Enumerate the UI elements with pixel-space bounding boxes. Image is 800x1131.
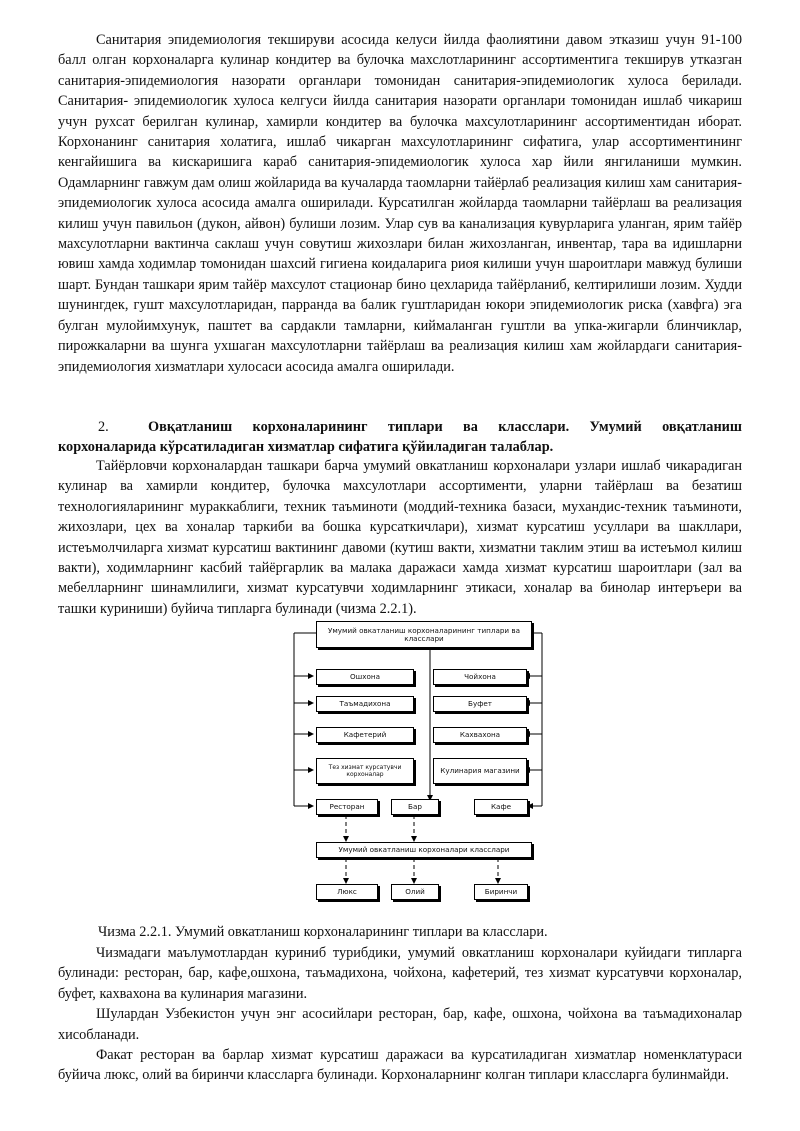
diagram-classes-box: Умумий овкатланиш корхоналари класслари — [316, 842, 532, 858]
section-heading — [58, 417, 742, 458]
diagram-class-lux: Люкс — [316, 884, 378, 900]
diagram-item-kafeteriy: Кафетерий — [316, 727, 414, 743]
diagram-item-cafe: Кафе — [474, 799, 528, 815]
diagram-title-box: Умумий овкатланиш корхоналарининг типлари ва класслари — [316, 621, 532, 648]
paragraph-main-types: Шулардан Узбекистон учун энг асосийлари ресторан, бар, кафе, ошхона, чойхона ва таъмадихоналар хисобланади. — [58, 1006, 742, 1043]
intro-paragraph-block — [58, 30, 742, 377]
diagram-item-oshkhona: Ошхона — [316, 669, 414, 685]
paragraph-type-list: Чизмадаги маълумотлардан куриниб турибдики, умумий овкатланиш корхоналари куйидаги типларга булинади: ресторан, бар, кафе,ошхона, таъмадихона, чойхона, кафетерий, тез хизмат курсатувчи корхоналар, буфет, кахвахона ва кулинария магазини. — [58, 945, 742, 1002]
conclusion-paragraph-block — [58, 943, 742, 1086]
diagram-item-bufet: Буфет — [433, 696, 527, 712]
diagram-item-bar: Бар — [391, 799, 439, 815]
diagram-class-oliy: Олий — [391, 884, 439, 900]
types-classes-diagram — [288, 616, 548, 908]
section-title: Овқатланиш корхоналарининг типлари ва класслари. Умумий овқатланиш корхоналарида кўрсатиладиган хизматлар сифатига қўйиладиган талаблар. — [58, 419, 742, 456]
paragraph-classes: Факат ресторан ва барлар хизмат курсатиш даражаси ва курсатиладиган хизматлар номенклатураси буйича люкс, олий ва биринчи классларга булинади. Корхоналарнинг колган типлари классларга булинмайди. — [58, 1047, 742, 1084]
section-number: 2. — [98, 419, 109, 435]
types-paragraph-block — [58, 456, 742, 619]
figure-caption: Чизма 2.2.1. Умумий овкатланиш корхоналарининг типлари ва класслари. — [98, 924, 548, 940]
diagram-item-culinary-shop: Кулинария магазини — [433, 758, 527, 784]
diagram-item-tamadikhona: Таъмадихона — [316, 696, 414, 712]
diagram-item-fast-service: Тез хизмат курсатувчи корхоналар — [316, 758, 414, 784]
diagram-item-choykhona: Чойхона — [433, 669, 527, 685]
paragraph-sanitary-conclusion: Санитария эпидемиология текшируви асосида келуси йилда фаолиятини давом этказиш учун 91-100 балл олган корхоналарга кулинар кондитер ва булочка махслотларининг ассортиментига текширув утказган санитария-эпидемиология назорати органлари томонидан санитария-эпидемиологик хулоса берилади. Санитария- эпидемиологик хулоса келгуси йилда санитария назорати органлари томонидан ишлаб чикариш учун рухсат берилган кулинар, хамирли кондитер ва булочка махсулотларининг ассортиментидан иборат. Корхонанинг санитария холатига, ишлаб чикарган махсулотларининг сифатига, улар ассортиментининг кенгайишига ва кискаришига караб санитария-эпидемиологик хулоса хар йили янгиланиши мумкин. Одамларнинг гавжум дам олиш жойларида ва кучаларда таомларни тайёрлаб реализация килиш хам санитария- эпидемиологик хулоса асосида амалга оширилади. Курсатилган жойларда таомларни тайёрлаш ва реализация килиш учун павильон (дукон, айвон) булиши лозим. Улар сув ва канализация кувурларига уланган, ярим тайёр махсулотларни вактинча саклаш учун совутиш жихозлари билан жихозланган, инвентар, тара ва идишларни ювиш хамда ходимлар томонидан шахсий гигиена коидаларига риоя килиши учун шароитлари мавжуд булиши шарт. Бундан ташкари ярим тайёр махсулот стационар бино цехларида тайёрланиб, келтирилиши лозим. Худди шунингдек, гушт махсулотларидан, парранда ва балик гуштларидан юкори эпидемиологик риска (хавфга) эга булган мулойимхунук, паштет ва сардакли тамларни, киймаланган гуштли ва упка-жигарли блинчиклар, пирожкаларни ва шунга ухшаган махсулотларни тайёрлаш ва реализация килиш хам жойлардаги санитария-эпидемиология хизматлари хулосаси асосида амалга оширилади. — [58, 32, 742, 375]
diagram-class-birinchi: Биринчи — [474, 884, 528, 900]
diagram-item-kakhvakhona: Кахвахона — [433, 727, 527, 743]
paragraph-enterprise-types: Тайёрловчи корхоналардан ташкари барча умумий овкатланиш корхоналари узлари ишлаб чикарадиган кулинар ва хамирли кондитер, булочка махсулотлари ассортименти, уларни тайёрлаш ва безатиш технологияларининг мураккаблиги, техник таъминоти (моддий-техника базаси, мухандис-техник таъминоти, жихозлари, цех ва хоналар таркиби ва бошка курсаткичлари), хизмат курсатиш усуллари ва шакллари, истеъмолчиларга хизмат курсатиш вактининг давоми (кутиш вакти, хизматни таклим этиш ва истеъмол килиш вакти), ходимларнинг касбий тайёргарлик ва малака даражаси хамда хизмат курсатиш шароитлари (зал ва мебелларнинг шинамлилиги, хизмат курсатувчи ходимларнинг этикаси, хоналар ва бинолар интеръери ва ташки куриниши) буйича типларга булинади (чизма 2.2.1). — [58, 458, 742, 617]
diagram-item-restaurant: Ресторан — [316, 799, 378, 815]
